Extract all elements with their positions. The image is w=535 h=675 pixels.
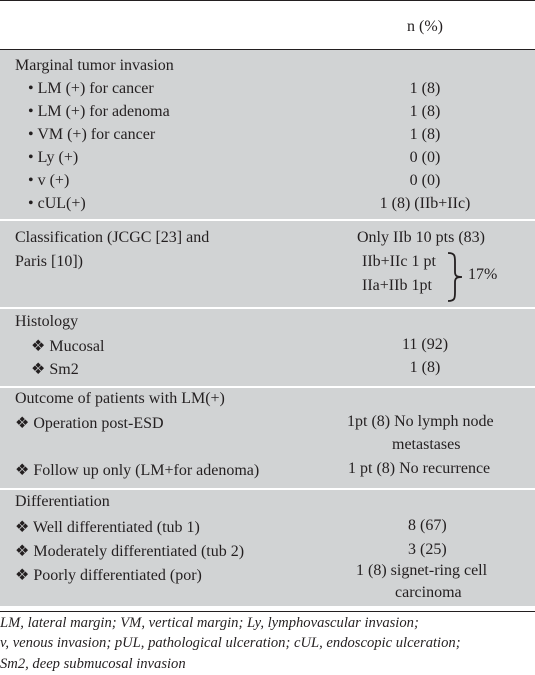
column-header-n-percent: n (%) [407,18,443,35]
row-label: • VM (+) for cancer [28,126,156,143]
combined-percent: 17% [468,266,498,283]
classification-value-line2: IIb+IIc 1 pt [362,253,436,270]
row-label: • LM (+) for adenoma [28,103,170,120]
row-label: • v (+) [28,172,70,189]
section-marginal-tumor-invasion [0,50,535,219]
row-value-line2: metastases [392,436,461,453]
section-title-row [0,311,535,334]
table-row [0,124,535,147]
row-value: 0 (0) [409,149,441,166]
table-bottom-rule [0,611,535,612]
section-differentiation [0,490,535,606]
footnote-line: LM, lateral margin; VM, vertical margin; Ly, lymphovascular invasion; [0,615,419,631]
row-value: 0 (0) [409,172,441,189]
row-value-line1: 1pt (8) No lymph node [347,413,494,430]
table-row [0,170,535,193]
row-value: 8 (67) [408,517,447,534]
row-value-line1: 1 (8) signet-ring cell [356,562,488,579]
table-row [0,334,535,357]
row-label: • cUL(+) [28,195,86,212]
row-label: ❖ Sm2 [31,361,79,378]
row-label: ❖ Mucosal [31,338,105,355]
row-label: • Ly (+) [28,149,79,166]
row-label: ❖ Moderately differentiated (tub 2) [15,543,245,560]
footnote-line: Sm2, deep submucosal invasion [0,655,186,672]
section-title-row [0,55,535,78]
curly-brace-icon [446,252,466,302]
row-value: 1 pt (8) No recurrence [348,460,491,477]
row-value: 3 (25) [408,541,447,558]
row-value: 1 (8) [409,126,441,143]
row-label: ❖ Poorly differentiated (por) [15,567,202,584]
classification-label-line1: Classification (JCGC [23] and [15,229,210,246]
row-label: ❖ Follow up only (LM+for adenoma) [15,462,260,479]
row-value: 1 (8) (IIb+IIc) [379,195,471,212]
section-title: Marginal tumor invasion [15,57,174,74]
row-value: 1 (8) [409,103,441,120]
table-row [0,193,535,216]
row-value: 1 (8) [409,80,441,97]
row-value: 11 (92) [401,336,449,353]
row-label: ❖ Well differentiated (tub 1) [15,519,200,536]
table-row [0,147,535,170]
table-row [0,78,535,101]
classification-label-line2: Paris [10]) [15,253,83,270]
table-header [0,1,535,49]
row-value-line2: carcinoma [395,584,462,601]
classification-value-line1: Only IIb 10 pts (83) [357,229,485,246]
section-histology [0,309,535,386]
table-row [0,357,535,380]
section-outcome [0,388,535,488]
section-title: Differentiation [15,493,110,510]
row-label: ❖ Operation post-ESD [15,415,164,432]
section-title: Histology [15,313,79,330]
classification-value-line3: IIa+IIb 1pt [362,277,432,294]
table-row [0,101,535,124]
footnote-line: v, venous invasion; pUL, pathological ulceration; cUL, endoscopic ulceration; [0,635,461,652]
section-title: Outcome of patients with LM(+) [15,390,225,407]
row-label: • LM (+) for cancer [28,80,154,97]
row-value: 1 (8) [409,359,441,376]
table-footnote [0,613,535,674]
